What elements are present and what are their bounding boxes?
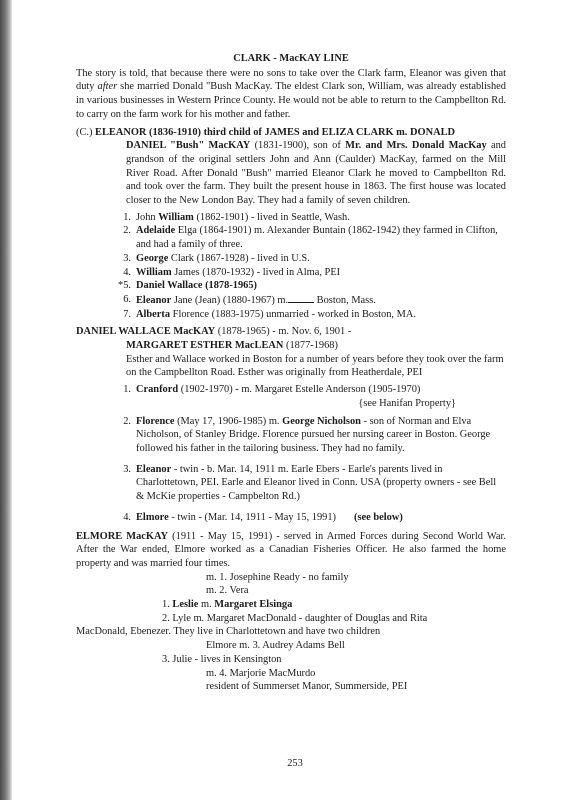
list-item [162,653,506,667]
eleanor-paragraph [76,139,506,208]
item-rest: (May 17, 1906-1985) m. [174,415,283,427]
item-rest: - twin - (Mar. 14, 1911 - May 15, 1991) [168,511,337,523]
item-rest-2: m. Margaret Estelle Anderson (1905-1970) [238,384,421,396]
item-number: 1. [123,384,131,396]
eleanor-heading-text: ELEANOR (1836-1910) third child of JAMES and ELIZA CLARK m. DONALD [95,126,456,138]
daniel-paragraph: Esther and Wallace worked in Boston for a number of years before they took over the farm on the Campbellton Road. Esther was originally from Heatherdale, PEI [126,353,504,379]
item-rest: (1862-1901) - lived in Seattle, Wash. [193,211,350,223]
item-rest: James (1870-1932) - lived in Alma, PEI [171,266,341,278]
list-item [118,279,506,293]
daniel-section [76,325,506,524]
list-item [118,308,506,322]
item-number: 1. [162,599,170,611]
item-bold: George [136,252,169,264]
document-page [76,52,506,694]
item-bold: Eleanor [136,294,172,306]
item-number: 4. [123,511,131,523]
item-rest: Florence (1883-1975) unmarried - worked in Boston, MA. [170,308,416,320]
item-number: 2. [123,415,131,427]
list-item [118,252,506,266]
item-bold: Elmore [136,511,169,523]
item-bold: William [136,266,172,278]
elmore-paragraph [76,530,506,571]
item-number: 1. [123,211,131,223]
item-rest: Jane (Jean) (1880-1967) m. [171,294,289,306]
intro-emphasis: after [97,81,118,93]
list-item [118,383,506,410]
item-rest: Clark (1867-1928) - lived in U.S. [168,252,310,264]
daniel-heading [76,325,506,339]
eleanor-children-list [118,211,506,322]
item-number: 3. [162,653,170,665]
eleanor-text-1: (1831-1900), son of [250,140,346,152]
list-item [118,266,506,280]
item-number: *5. [118,280,131,292]
eleanor-section [76,126,506,322]
list-item [118,293,506,308]
child-leslie: Leslie [172,599,199,611]
daniel-name: DANIEL WALLACE MacKAY [76,326,216,338]
section-marker: (C.) [76,126,96,138]
eleanor-text-2: and grandson of the original settlers John and Ann (Caulder) MacKay, farmed on the Mill River Road. After Donald "Bush" married Eleanor Clark he moved to Campbellton Rd. and took over the farm. They built the present house in 1863. The first house was located closer to the New London Bay. They had a family of seven children. [126,140,506,207]
marriage-3: Elmore m. 3. Audrey Adams Bell [206,640,345,652]
parents-name: Mr. and Mrs. Donald MacKay [345,140,487,152]
item-bold: Alberta [136,308,171,320]
item-rest: Elga (1864-1901) m. Alexander Buntain (1862-1942) they farmed in Clifton, and had a family of three. [136,225,498,251]
item-bold-2: George Nicholson [282,415,361,427]
item-rest: (1902-1970) [178,384,236,396]
item-bold: Eleanor [136,463,172,475]
item-bold-2: - [235,384,239,396]
daniel-dates: (1878-1965) - m. Nov. 6, 1901 - [215,326,352,338]
list-item [118,211,506,225]
marriage-2: m. 2. Vera [206,585,249,597]
item-name: John [136,211,159,223]
page-title: CLARK - MacKAY LINE [233,53,349,64]
item-bold: Cranford [136,384,179,396]
daniel-spouse-line [76,339,506,353]
list-item [162,612,506,626]
marriage-4-continued: resident of Summerset Manor, Summerside, PEI [206,681,408,693]
item-number: 4. [123,266,131,278]
item-rest-2: Boston, Mass. [314,294,376,306]
marriage-4: m. 4. Marjorie MacMurdo [206,667,316,679]
item-bold: Adelaide [136,225,176,237]
list-item [118,224,506,251]
elmore-name: ELMORE MacKAY [76,530,169,542]
page-number: 253 [287,758,303,769]
item-number: 6. [123,293,131,305]
child-lyle: Lyle m. Margaret MacDonald - daughter of Douglas and Rita [172,612,428,624]
intro-text-a: The story is told, that because there were no sons to take over the Clark farm, Eleanor was given that duty [76,67,506,93]
item-number: 3. [123,252,131,264]
eleanor-heading [76,126,506,140]
elmore-text: (1911 - May 15, 1991) - served in Armed Forces during Second World War. After the War ended, Elmore worked as a Canadian Fisheries Officer. He also farmed the home property and was married four times. [76,530,506,569]
child-leslie-spouse: Margaret Elsinga [214,599,293,611]
child-lyle-continued: MacDonald, Ebenezer. They live in Charlottetown and have two children [76,626,381,638]
intro-paragraph [76,67,506,122]
item-bold: Florence [136,415,175,427]
book-binding-shadow [0,0,12,800]
daniel-children-list [118,383,506,524]
marriage-sep: m. [198,599,215,611]
item-number: 3. [123,463,131,475]
intro-text-b: she married Donald "Bush MacKay. The eldest Clark son, William, was already established in various businesses in Western Prince County. He would not be able to return to the Campbellton Rd. to carry on the farm work for his mother and father. [76,81,506,120]
item-number: 7. [123,308,131,320]
item-number: 2. [123,225,131,237]
see-note: {see Hanifan Property} [358,397,456,409]
list-item [118,415,506,456]
list-item [118,511,506,525]
child-julie: Julie - lives in Kensington [172,653,282,665]
daniel-spouse-dates: (1877-1968) [283,340,338,352]
item-number: 2. [162,612,170,624]
daniel-spouse-name: MARGARET ESTHER MacLEAN [126,340,284,352]
see-below: (see below) [354,511,403,523]
item-bold: William [158,211,194,223]
marriage-1: m. 1. Josephine Ready - no family [206,571,349,583]
spouse-name: DANIEL "Bush" MacKAY [126,140,251,152]
elmore-section [76,530,506,694]
item-bold: Daniel Wallace (1878-1965) [136,280,258,292]
list-item [118,463,506,504]
item-rest: - twin - b. Mar. 14, 1911 m. Earle Ebers - Earle's parents lived in Charlottetown, PEI. Earle and Eleanor lived in Conn. USA (property owners - see Bell & McKie properties - Campbelton Rd.) [136,463,497,503]
item-rest-2: - son of Norman and Elva Nicholson, of Stanley Bridge. Florence pursued her nursing career in Boston. George followed his father in the tailoring business. They had no family. [136,415,491,454]
blank-line [288,293,314,303]
list-item [162,598,506,612]
